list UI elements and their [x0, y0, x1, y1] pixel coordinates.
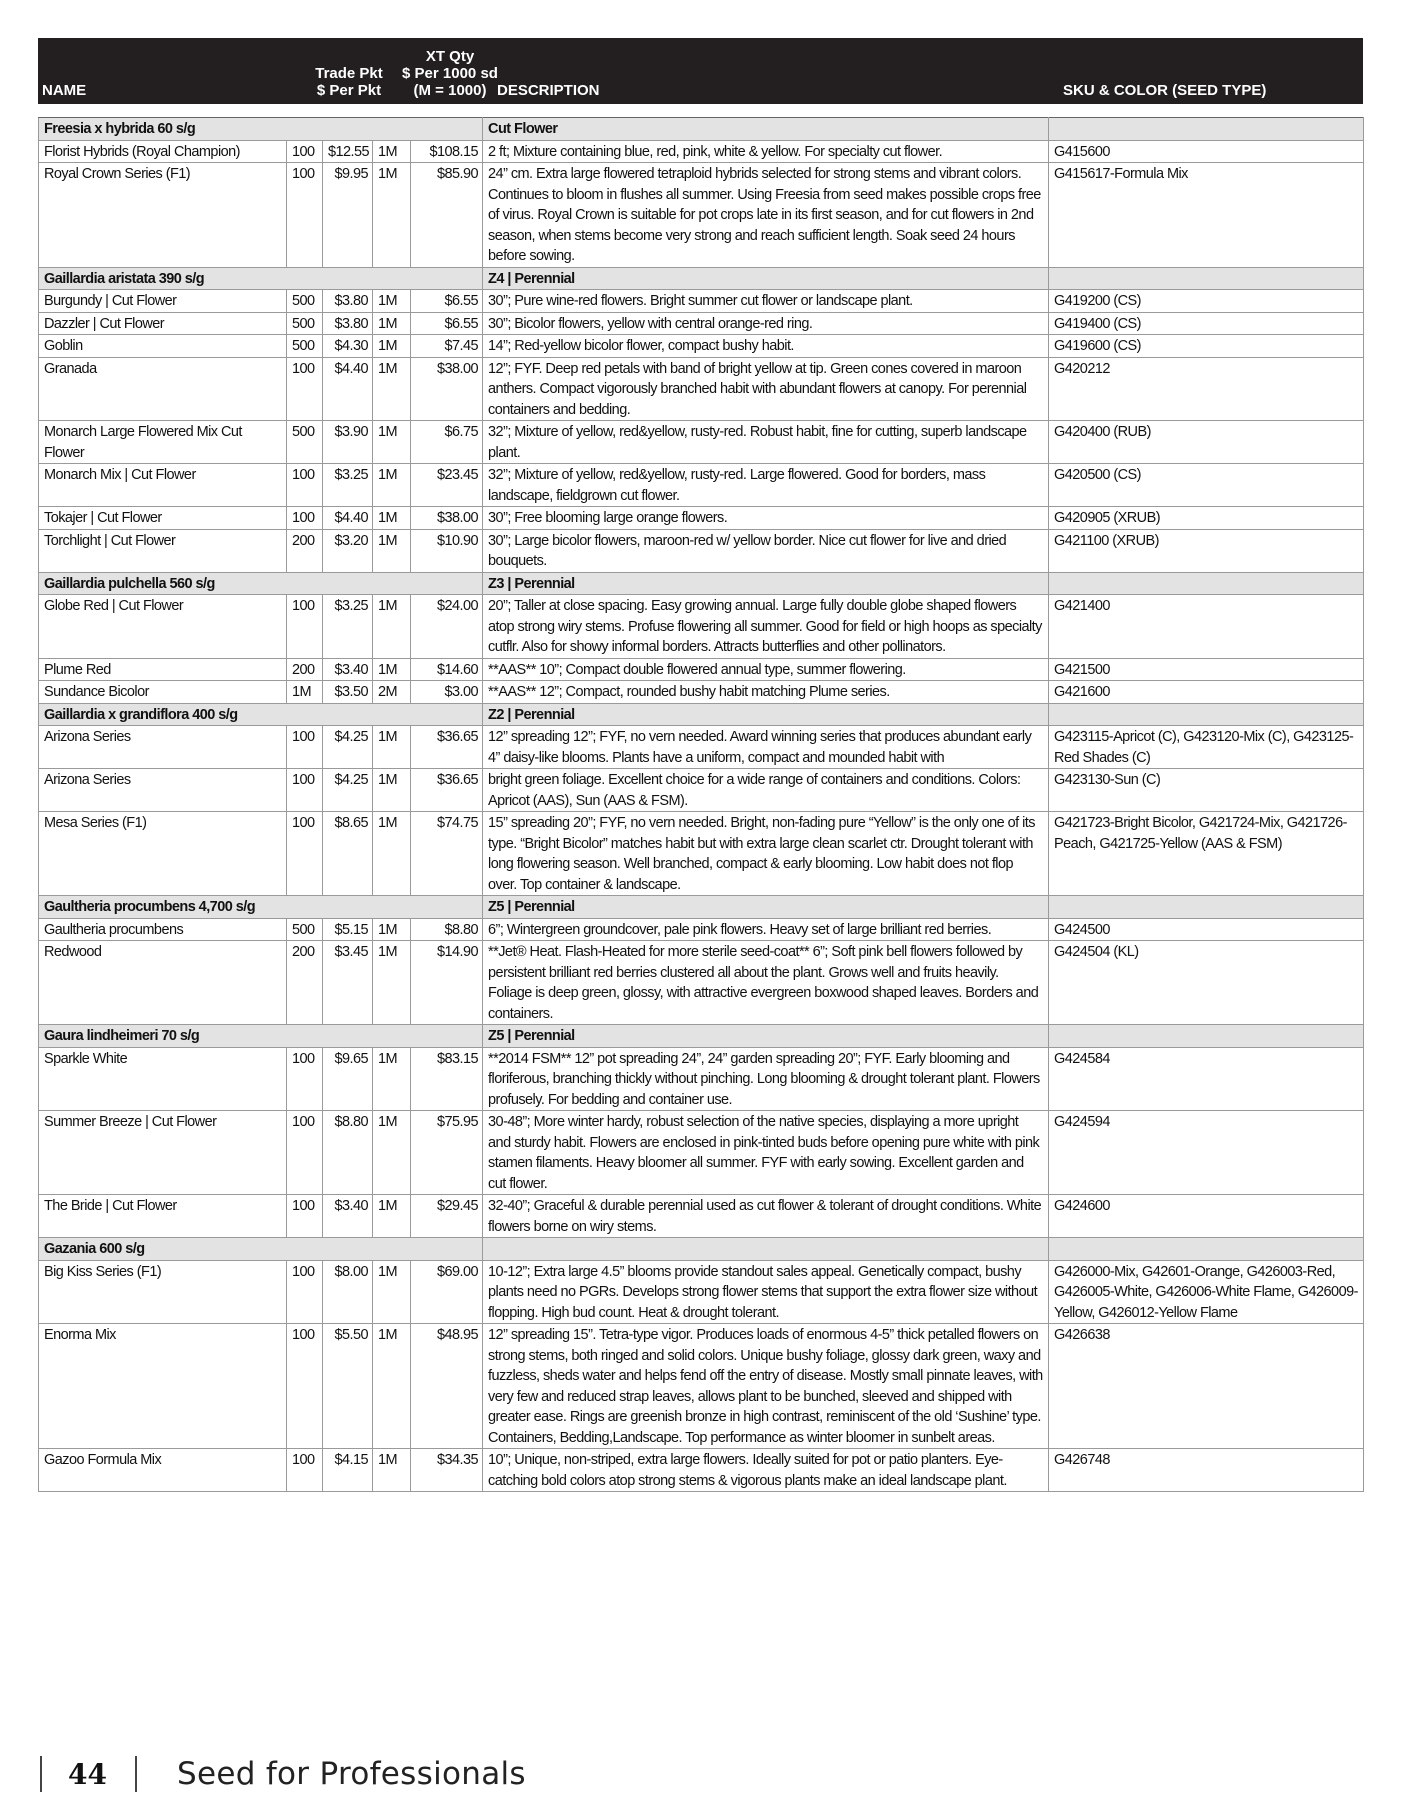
header-xt-qty: XT Qty $ Per 1000 sd (M = 1000)	[402, 48, 498, 99]
category-zone: Z4 | Perennial	[483, 267, 1049, 290]
description: 10-12”; Extra large 4.5” blooms provide standout sales appeal. Genetically compact, bushy plants need no PGRs. Develops strong flower stems that support the extra flower size without flopping. High bud count. Heat & drought tolerant.	[483, 1260, 1049, 1324]
category-row	[39, 267, 1364, 290]
table-row	[39, 769, 1364, 812]
trade-price: $3.40	[323, 658, 373, 681]
xt-price: $7.45	[411, 335, 483, 358]
trade-price: $12.55	[323, 140, 373, 163]
category-name: Gaura lindheimeri 70 s/g	[39, 1025, 483, 1048]
table-row	[39, 658, 1364, 681]
description: 30”; Free blooming large orange flowers.	[483, 507, 1049, 530]
xt-qty: 1M	[373, 290, 411, 313]
xt-price: $83.15	[411, 1047, 483, 1111]
description: **2014 FSM** 12” pot spreading 24”, 24” garden spreading 20”; FYF. Early blooming and floriferous, branching thickly without pinching. Long blooming & drought tolerant plant. Flowers profusely. For bedding and container use.	[483, 1047, 1049, 1111]
description: 30”; Large bicolor flowers, maroon-red w/ yellow border. Nice cut flower for live and dried bouquets.	[483, 529, 1049, 572]
category-row	[39, 1025, 1364, 1048]
header-name: NAME	[42, 82, 87, 99]
sku-color: G420400 (RUB)	[1049, 421, 1364, 464]
header-trade-pkt: Trade Pkt $ Per Pkt	[315, 65, 383, 99]
category-sku-blank	[1049, 572, 1364, 595]
description: 32”; Mixture of yellow, red&yellow, rusty-red. Large flowered. Good for borders, mass landscape, fieldgrown cut flower.	[483, 464, 1049, 507]
xt-price: $85.90	[411, 163, 483, 268]
sku-color: G421723-Bright Bicolor, G421724-Mix, G421726-Peach, G421725-Yellow (AAS & FSM)	[1049, 812, 1364, 896]
trade-price: $8.65	[323, 812, 373, 896]
table-row	[39, 1260, 1364, 1324]
category-sku-blank	[1049, 896, 1364, 919]
trade-price: $3.20	[323, 529, 373, 572]
variety-name: Gazoo Formula Mix	[39, 1449, 287, 1492]
product-table	[38, 117, 1364, 1492]
variety-name: Granada	[39, 357, 287, 421]
sku-color: G421600	[1049, 681, 1364, 704]
category-name: Gaillardia pulchella 560 s/g	[39, 572, 483, 595]
table-row	[39, 140, 1364, 163]
xt-qty: 1M	[373, 595, 411, 659]
xt-price: $23.45	[411, 464, 483, 507]
xt-price: $69.00	[411, 1260, 483, 1324]
sku-color: G424584	[1049, 1047, 1364, 1111]
trade-price: $8.00	[323, 1260, 373, 1324]
trade-price: $3.40	[323, 1195, 373, 1238]
trade-qty: 500	[287, 918, 323, 941]
xt-price: $75.95	[411, 1111, 483, 1195]
xt-qty: 1M	[373, 464, 411, 507]
category-zone: Cut Flower	[483, 118, 1049, 141]
trade-price: $3.25	[323, 464, 373, 507]
xt-qty: 1M	[373, 507, 411, 530]
xt-qty: 1M	[373, 1111, 411, 1195]
trade-price: $3.25	[323, 595, 373, 659]
trade-qty: 200	[287, 941, 323, 1025]
xt-qty: 1M	[373, 140, 411, 163]
trade-qty: 100	[287, 357, 323, 421]
category-zone	[483, 1238, 1049, 1261]
trade-price: $4.40	[323, 507, 373, 530]
category-name: Gaillardia aristata 390 s/g	[39, 267, 483, 290]
variety-name: Enorma Mix	[39, 1324, 287, 1449]
trade-qty: 100	[287, 595, 323, 659]
sku-color: G419600 (CS)	[1049, 335, 1364, 358]
trade-price: $3.80	[323, 312, 373, 335]
sku-color: G419200 (CS)	[1049, 290, 1364, 313]
xt-qty: 1M	[373, 335, 411, 358]
sku-color: G424500	[1049, 918, 1364, 941]
xt-price: $24.00	[411, 595, 483, 659]
variety-name: Sparkle White	[39, 1047, 287, 1111]
header-sku: SKU & COLOR (SEED TYPE)	[1063, 82, 1267, 99]
category-name: Gazania 600 s/g	[39, 1238, 483, 1261]
sku-color: G421500	[1049, 658, 1364, 681]
variety-name: Globe Red | Cut Flower	[39, 595, 287, 659]
table-row	[39, 290, 1364, 313]
variety-name: Big Kiss Series (F1)	[39, 1260, 287, 1324]
description: 24” cm. Extra large flowered tetraploid hybrids selected for strong stems and vibrant colors. Continues to bloom in flushes all summer. Using Freesia from seed makes possible crops free of virus. Royal Crown is suitable for pot crops late in its first season, and for cut flowers in 2nd season, when stems become very strong and reach sufficient length. Soak seed 24 hours before sowing.	[483, 163, 1049, 268]
category-zone: Z2 | Perennial	[483, 703, 1049, 726]
trade-qty: 100	[287, 812, 323, 896]
xt-price: $29.45	[411, 1195, 483, 1238]
trade-price: $3.80	[323, 290, 373, 313]
category-row	[39, 118, 1364, 141]
variety-name: Arizona Series	[39, 769, 287, 812]
sku-color: G420212	[1049, 357, 1364, 421]
sku-color: G426000-Mix, G42601-Orange, G426003-Red, G426005-White, G426006-White Flame, G426009-Yellow, G426012-Yellow Flame	[1049, 1260, 1364, 1324]
table-row	[39, 1449, 1364, 1492]
sku-color: G424600	[1049, 1195, 1364, 1238]
category-zone: Z5 | Perennial	[483, 1025, 1049, 1048]
xt-price: $48.95	[411, 1324, 483, 1449]
xt-price: $74.75	[411, 812, 483, 896]
category-name: Freesia x hybrida 60 s/g	[39, 118, 483, 141]
description: 30-48”; More winter hardy, robust selection of the native species, displaying a more upright and sturdy habit. Flowers are enclosed in pink-tinted buds before opening pure white with pink stamen filaments. Heavy bloomer all summer. FYF with early sowing. Excellent garden and cut flower.	[483, 1111, 1049, 1195]
variety-name: The Bride | Cut Flower	[39, 1195, 287, 1238]
description: 32”; Mixture of yellow, red&yellow, rusty-red. Robust habit, fine for cutting, superb landscape plant.	[483, 421, 1049, 464]
xt-price: $6.55	[411, 312, 483, 335]
trade-price: $3.45	[323, 941, 373, 1025]
category-row	[39, 896, 1364, 919]
trade-qty: 1M	[287, 681, 323, 704]
table-row	[39, 726, 1364, 769]
variety-name: Plume Red	[39, 658, 287, 681]
variety-name: Florist Hybrids (Royal Champion)	[39, 140, 287, 163]
xt-price: $6.55	[411, 290, 483, 313]
trade-qty: 500	[287, 335, 323, 358]
xt-qty: 1M	[373, 658, 411, 681]
variety-name: Arizona Series	[39, 726, 287, 769]
xt-price: $8.80	[411, 918, 483, 941]
xt-qty: 1M	[373, 941, 411, 1025]
table-row	[39, 681, 1364, 704]
trade-price: $3.90	[323, 421, 373, 464]
trade-qty: 200	[287, 658, 323, 681]
price-list	[38, 38, 1363, 1492]
page-number: 44	[68, 1757, 107, 1791]
sku-color: G415617-Formula Mix	[1049, 163, 1364, 268]
sku-color: G420905 (XRUB)	[1049, 507, 1364, 530]
table-row	[39, 312, 1364, 335]
xt-price: $6.75	[411, 421, 483, 464]
variety-name: Burgundy | Cut Flower	[39, 290, 287, 313]
xt-qty: 1M	[373, 918, 411, 941]
variety-name: Torchlight | Cut Flower	[39, 529, 287, 572]
xt-qty: 1M	[373, 769, 411, 812]
trade-qty: 100	[287, 464, 323, 507]
xt-qty: 1M	[373, 529, 411, 572]
trade-qty: 100	[287, 507, 323, 530]
table-row	[39, 357, 1364, 421]
trade-qty: 100	[287, 1111, 323, 1195]
category-sku-blank	[1049, 703, 1364, 726]
description: 15” spreading 20”; FYF, no vern needed. Bright, non-fading pure “Yellow” is the only one of its type. “Bright Bicolor” matches habit but with extra large clean scarlet ctr. Drought tolerant with long flowering season. Well branched, compact & early blooming. Low habit does not flop over. Top container & landscape.	[483, 812, 1049, 896]
xt-qty: 1M	[373, 726, 411, 769]
trade-price: $4.25	[323, 769, 373, 812]
table-row	[39, 163, 1364, 268]
variety-name: Monarch Large Flowered Mix Cut Flower	[39, 421, 287, 464]
description: 12” spreading 15”. Tetra-type vigor. Produces loads of enormous 4-5” thick petalled flowers on strong stems, both ringed and solid colors. Unique bushy foliage, glossy dark green, waxy and fuzzless, sheds water and helps fend off the entry of disease. Mostly small pinnate leaves, with very few and reduced strap leaves, allows plant to be bunched, sleeved and shipped with greater ease. Rings are greenish bronze in high contrast, reminiscent of the old ‘Sushine’ type. Containers, Bedding,Landscape. Top performance as winter bloomer in sunbelt areas.	[483, 1324, 1049, 1449]
table-row	[39, 941, 1364, 1025]
xt-qty: 1M	[373, 163, 411, 268]
xt-price: $34.35	[411, 1449, 483, 1492]
sku-color: G419400 (CS)	[1049, 312, 1364, 335]
table-row	[39, 1195, 1364, 1238]
trade-qty: 500	[287, 312, 323, 335]
xt-price: $14.90	[411, 941, 483, 1025]
sku-color: G423130-Sun (C)	[1049, 769, 1364, 812]
table-row	[39, 595, 1364, 659]
variety-name: Sundance Bicolor	[39, 681, 287, 704]
description: 6”; Wintergreen groundcover, pale pink flowers. Heavy set of large brilliant red berries.	[483, 918, 1049, 941]
xt-qty: 2M	[373, 681, 411, 704]
sku-color: G421100 (XRUB)	[1049, 529, 1364, 572]
trade-qty: 200	[287, 529, 323, 572]
table-row	[39, 812, 1364, 896]
trade-qty: 500	[287, 290, 323, 313]
table-row	[39, 529, 1364, 572]
description: 20”; Taller at close spacing. Easy growing annual. Large fully double globe shaped flowers atop strong wiry stems. Profuse flowering all summer. Good for field or high hoops as specialty cutflr. Also for showy informal borders. Attracts butterflies and other pollinators.	[483, 595, 1049, 659]
trade-price: $8.80	[323, 1111, 373, 1195]
product-table-body	[39, 118, 1364, 1492]
description: 14”; Red-yellow bicolor flower, compact bushy habit.	[483, 335, 1049, 358]
trade-qty: 100	[287, 1195, 323, 1238]
sku-color: G415600	[1049, 140, 1364, 163]
sku-color: G426638	[1049, 1324, 1364, 1449]
column-header-bar	[38, 38, 1363, 104]
description: 12” spreading 12”; FYF, no vern needed. Award winning series that produces abundant early 4” daisy-like blooms. Plants have a uniform, compact and mounded habit with	[483, 726, 1049, 769]
table-row	[39, 421, 1364, 464]
trade-price: $4.25	[323, 726, 373, 769]
xt-qty: 1M	[373, 812, 411, 896]
table-row	[39, 335, 1364, 358]
description: bright green foliage. Excellent choice for a wide range of containers and conditions. Colors: Apricot (AAS), Sun (AAS & FSM).	[483, 769, 1049, 812]
xt-price: $36.65	[411, 726, 483, 769]
sku-color: G424594	[1049, 1111, 1364, 1195]
xt-qty: 1M	[373, 357, 411, 421]
category-name: Gaillardia x grandiflora 400 s/g	[39, 703, 483, 726]
trade-price: $4.40	[323, 357, 373, 421]
trade-qty: 100	[287, 1047, 323, 1111]
category-sku-blank	[1049, 1238, 1364, 1261]
xt-qty: 1M	[373, 1449, 411, 1492]
footer-title: Seed for Professionals	[176, 1756, 526, 1792]
xt-price: $14.60	[411, 658, 483, 681]
table-row	[39, 507, 1364, 530]
header-description: DESCRIPTION	[497, 82, 600, 99]
trade-qty: 100	[287, 140, 323, 163]
trade-price: $5.15	[323, 918, 373, 941]
trade-qty: 100	[287, 163, 323, 268]
table-row	[39, 918, 1364, 941]
trade-price: $4.15	[323, 1449, 373, 1492]
description: 12”; FYF. Deep red petals with band of bright yellow at tip. Green cones covered in maroon anthers. Compact vigorously branched habit with abundant flowers at canopy. For perennial containers and bedding.	[483, 357, 1049, 421]
description: 32-40”; Graceful & durable perennial used as cut flower & tolerant of drought conditions. White flowers borne on wiry stems.	[483, 1195, 1049, 1238]
category-row	[39, 572, 1364, 595]
category-zone: Z3 | Perennial	[483, 572, 1049, 595]
trade-qty: 100	[287, 726, 323, 769]
xt-price: $10.90	[411, 529, 483, 572]
trade-price: $9.65	[323, 1047, 373, 1111]
trade-qty: 100	[287, 769, 323, 812]
xt-price: $108.15	[411, 140, 483, 163]
trade-price: $4.30	[323, 335, 373, 358]
category-zone: Z5 | Perennial	[483, 896, 1049, 919]
xt-qty: 1M	[373, 421, 411, 464]
trade-qty: 100	[287, 1324, 323, 1449]
category-row	[39, 1238, 1364, 1261]
xt-price: $3.00	[411, 681, 483, 704]
xt-price: $38.00	[411, 357, 483, 421]
xt-qty: 1M	[373, 312, 411, 335]
table-row	[39, 1111, 1364, 1195]
sku-color: G424504 (KL)	[1049, 941, 1364, 1025]
category-sku-blank	[1049, 1025, 1364, 1048]
variety-name: Goblin	[39, 335, 287, 358]
trade-price: $9.95	[323, 163, 373, 268]
table-row	[39, 464, 1364, 507]
trade-qty: 100	[287, 1260, 323, 1324]
category-name: Gaultheria procumbens 4,700 s/g	[39, 896, 483, 919]
variety-name: Royal Crown Series (F1)	[39, 163, 287, 268]
sku-color: G423115-Apricot (C), G423120-Mix (C), G423125-Red Shades (C)	[1049, 726, 1364, 769]
category-sku-blank	[1049, 267, 1364, 290]
description: **AAS** 10”; Compact double flowered annual type, summer flowering.	[483, 658, 1049, 681]
page-footer	[40, 1755, 526, 1793]
xt-qty: 1M	[373, 1324, 411, 1449]
sku-color: G421400	[1049, 595, 1364, 659]
trade-qty: 500	[287, 421, 323, 464]
sku-color: G426748	[1049, 1449, 1364, 1492]
table-row	[39, 1324, 1364, 1449]
description: **Jet® Heat. Flash-Heated for more sterile seed-coat** 6”; Soft pink bell flowers followed by persistent brilliant red berries clustered all about the plant. Grows well and fruits heavily. Foliage is deep green, glossy, with attractive evergreen boxwood shaped leaves. Borders and containers.	[483, 941, 1049, 1025]
description: 30”; Bicolor flowers, yellow with central orange-red ring.	[483, 312, 1049, 335]
variety-name: Tokajer | Cut Flower	[39, 507, 287, 530]
description: **AAS** 12”; Compact, rounded bushy habit matching Plume series.	[483, 681, 1049, 704]
variety-name: Summer Breeze | Cut Flower	[39, 1111, 287, 1195]
sku-color: G420500 (CS)	[1049, 464, 1364, 507]
variety-name: Monarch Mix | Cut Flower	[39, 464, 287, 507]
category-row	[39, 703, 1364, 726]
description: 2 ft; Mixture containing blue, red, pink, white & yellow. For specialty cut flower.	[483, 140, 1049, 163]
description: 30”; Pure wine-red flowers. Bright summer cut flower or landscape plant.	[483, 290, 1049, 313]
xt-price: $38.00	[411, 507, 483, 530]
trade-qty: 100	[287, 1449, 323, 1492]
xt-qty: 1M	[373, 1260, 411, 1324]
xt-qty: 1M	[373, 1195, 411, 1238]
variety-name: Dazzler | Cut Flower	[39, 312, 287, 335]
variety-name: Gaultheria procumbens	[39, 918, 287, 941]
variety-name: Mesa Series (F1)	[39, 812, 287, 896]
trade-price: $3.50	[323, 681, 373, 704]
xt-price: $36.65	[411, 769, 483, 812]
xt-qty: 1M	[373, 1047, 411, 1111]
table-row	[39, 1047, 1364, 1111]
trade-price: $5.50	[323, 1324, 373, 1449]
variety-name: Redwood	[39, 941, 287, 1025]
category-sku-blank	[1049, 118, 1364, 141]
description: 10”; Unique, non-striped, extra large flowers. Ideally suited for pot or patio planters. Eye-catching bold colors atop strong stems & vigorous plants make an ideal landscape plant.	[483, 1449, 1049, 1492]
